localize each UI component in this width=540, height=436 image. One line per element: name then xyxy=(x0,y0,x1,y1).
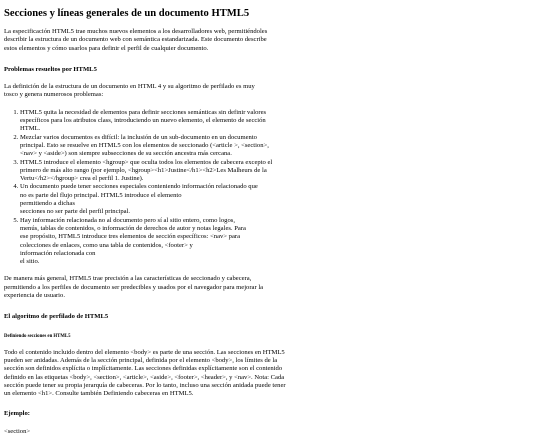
problems-paragraph: La definición de la estructura de un documento en HTML 4 y su algoritmo de perfilado es muy tosco y genera numerosos problemas: xyxy=(4,83,255,99)
list-item-text: Mezclar varios documentos es difícil: la inclusión de un sub-documento en un documento principal. Esto se resuelve en HTML5 con los elementos de seccionado (<article >, <section>, <nav> y <aside>) son siempre subsecciones de su sección ancestra más cercana. xyxy=(20,133,269,158)
list-item-continuation: secciones no ser parte del perfil principal. xyxy=(20,208,131,216)
defining-sections-heading: Definiendo secciones en HTML5 xyxy=(4,333,71,339)
list-item-continuation: permitiendo a dichas xyxy=(20,200,75,208)
conclusion-paragraph: De manera más general, HTML5 trae precisión a las características de seccionado y cabecera, permitiendo a los perfiles de documento ser predecibles y usados por el navegador para mejorar la experiencia de usuario. xyxy=(4,275,264,300)
list-item-text: HTML5 introduce el elemento <hgroup> que oculta todos los elementos de cabecera excepto el primero de más alto rango (por ejemplo, <hgroup><h1>Justine</h1><h2>Les Malheurs de la Vertu</h2></hgroup> crea el perfil 1. Justine). xyxy=(20,158,273,183)
list-item xyxy=(20,134,278,159)
algorithm-heading: El algoritmo de perfilado de HTML5 xyxy=(4,313,109,321)
list-item-text: Un documento puede tener secciones especiales conteniendo información relacionado que no es parte del flujo principal. HTML5 introduce el elemento xyxy=(20,183,258,199)
list-item xyxy=(20,109,275,134)
list-item-text: Hay información relacionada no al documento pero sí al sitio entero, como logos, menús, tablas de contenidos, o información de derechos de autor y notas legales. Para ese propósito, HTML5 introduce tres elementos de sección específicos: <nav> para colecciones de enlaces, como una tabla de contenidos, <footer> y xyxy=(20,216,246,249)
example-heading: Ejemplo: xyxy=(4,410,31,418)
problems-heading: Problemas resueltos por HTML5 xyxy=(4,65,97,73)
intro-paragraph: La especificación HTML5 trae muchos nuevos elementos a los desarrolladores web, permitiéndoles describir la estructura de un documento web con semántica estandarizada. Este documento describe estos elementos y cómo usarlos para definir el perfil de cualquier documento. xyxy=(4,28,268,52)
list-item xyxy=(20,183,258,216)
code-line: <section> xyxy=(4,427,31,435)
list-item-text: HTML5 quita la necesidad de elementos para definir secciones semánticas sin definir valores específicos para los atributos class, introduciendo un nuevo elemento, el elemento de sección HTML. xyxy=(20,108,267,133)
page-title: Secciones y líneas generales de un documento HTML5 xyxy=(4,8,250,19)
list-item xyxy=(20,217,255,267)
list-item xyxy=(20,159,282,184)
list-item-continuation: información relacionada con xyxy=(20,249,96,257)
problems-list xyxy=(4,109,536,267)
algorithm-paragraph: Todo el contenido incluido dentro del elemento <body> es parte de una sección. Las secciones en HTML5 pueden ser anidadas. Además de la sección principal, definida por el elemento <body>, los límites de la sección son definidos explícita o implícitamente. Las secciones definidas explícitamente son el contenido definido en las etiquetas <body>, <section>, <article>, <aside>, <footer>, <header>, y <nav>. Nota: Cada sección puede tener su propia jerarquía de cabeceras. Por lo tanto, incluso una sección anidada puede tener un elemento <h1>. Consulte también Definiendo cabeceras en HTML5. xyxy=(4,348,286,398)
list-item-continuation: el sitio. xyxy=(20,258,40,266)
